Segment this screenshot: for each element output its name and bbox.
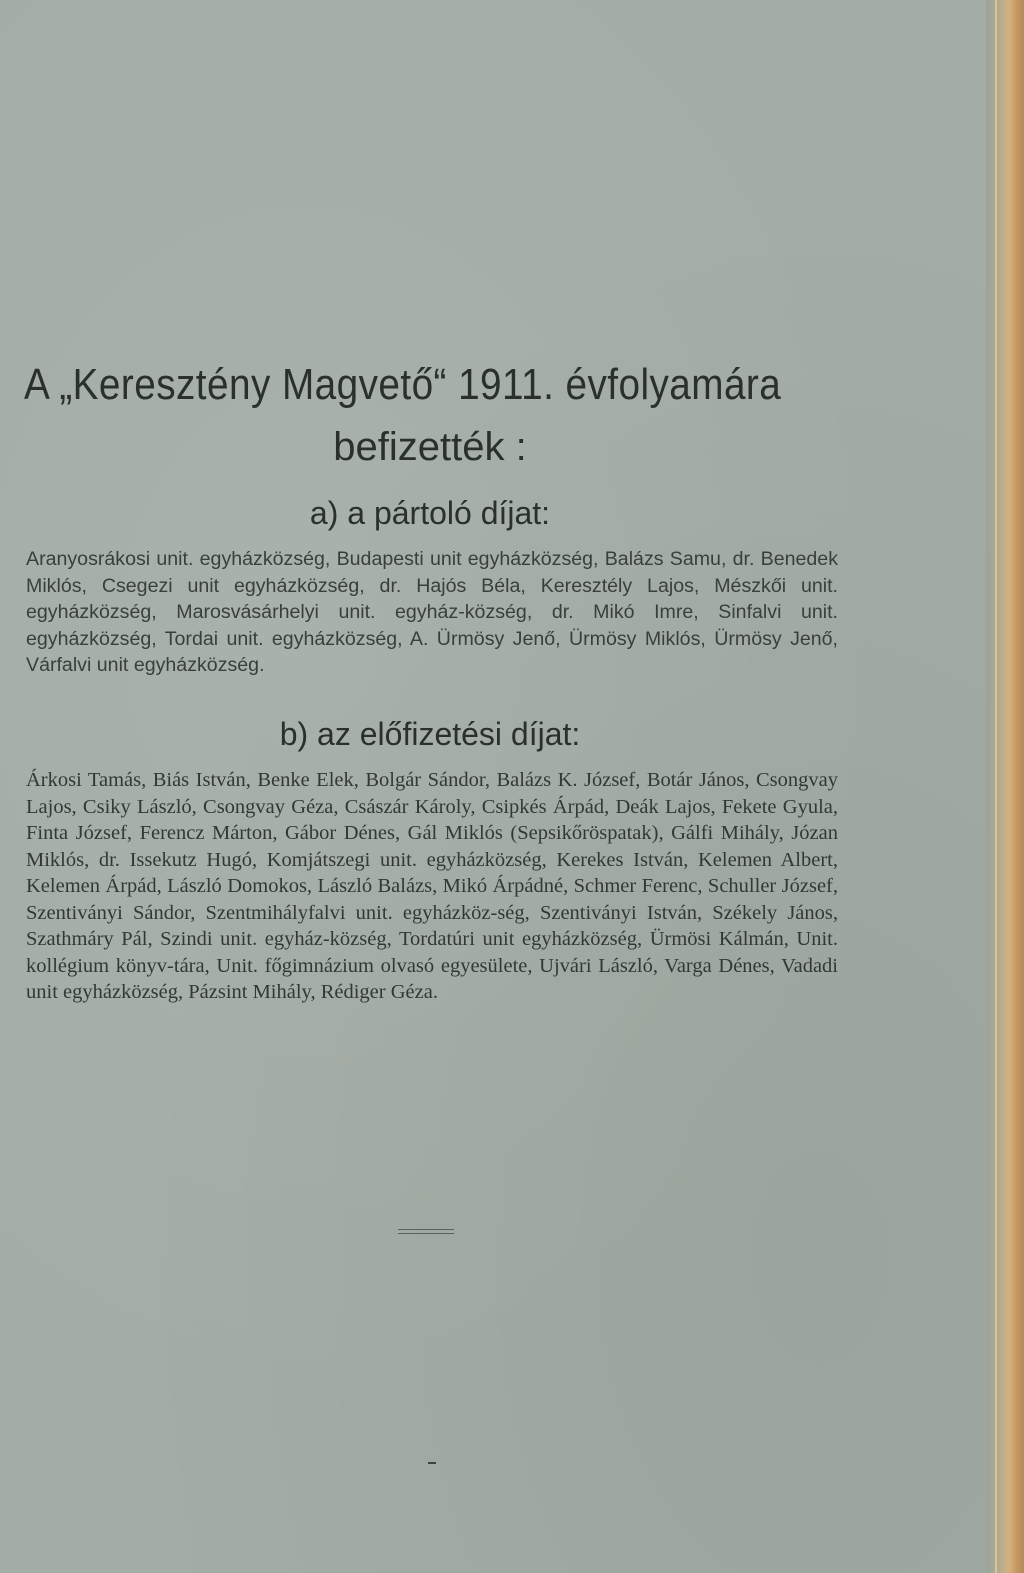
section-a-paragraph: Aranyosrákosi unit. egyházközség, Budapesti unit egyházközség, Balázs Samu, dr. Benedek Miklós, Csegezi unit egyházközség, dr. Hajós Béla, Keresztély Lajos, Mészkői unit. egyházközség, Marosvásárhelyi unit. egyház-község, dr. Mikó Imre, Sinfalvi unit. egyházközség, Tordai unit. egyházközség, A. Ürmösy Jenő, Ürmösy Miklós, Ürmösy Jenő, Várfalvi unit egyházközség. — [26, 548, 838, 676]
paper-speck — [428, 1462, 436, 1464]
end-divider-line — [398, 1233, 454, 1234]
page-subtitle: befizették : — [333, 425, 527, 469]
end-divider-line — [398, 1229, 454, 1230]
section-b-paragraph: Árkosi Tamás, Biás István, Benke Elek, Bolgár Sándor, Balázs K. József, Botár János, Csongvay Lajos, Csiky László, Csongvay Géza, Császár Károly, Csipkés Árpád, Deák Lajos, Fekete Gyula, Finta József, Ferencz Márton, Gábor Dénes, Gál Miklós (Sepsikőröspatak), Gálfi Mihály, Józan Miklós, dr. Issekutz Hugó, Komjátszegi unit. egyházközség, Kerekes István, Kelemen Albert, Kelemen Árpád, László Domokos, László Balázs, Mikó Árpádné, Schmer Ferenc, Schuller József, Szentiványi Sándor, Szentmihályfalvi unit. egyházköz-ség, Szentiványi István, Székely János, Szathmáry Pál, Szindi unit. egyház-község, Tordatúri unit egyházközség, Ürmösi Kálmán, Unit. kollégium könyv-tára, Unit. főgimnázium olvasó egyesülete, Ujvári László, Varga Dénes, Vadadi unit egyházközség, Pázsint Mihály, Rédiger Géza. — [26, 769, 838, 1003]
section-b-heading — [0, 716, 860, 753]
page-binding-edge — [986, 0, 1024, 1573]
section-a-heading — [0, 495, 860, 532]
section-b-heading-text: b) az előfizetési díjat: — [279, 716, 581, 752]
section-a-heading-text: a) a pártoló díjat: — [309, 495, 551, 531]
page-binding-line — [995, 0, 997, 1573]
page-title: A „Keresztény Magvető“ 1911. évfolyamára — [24, 360, 782, 409]
